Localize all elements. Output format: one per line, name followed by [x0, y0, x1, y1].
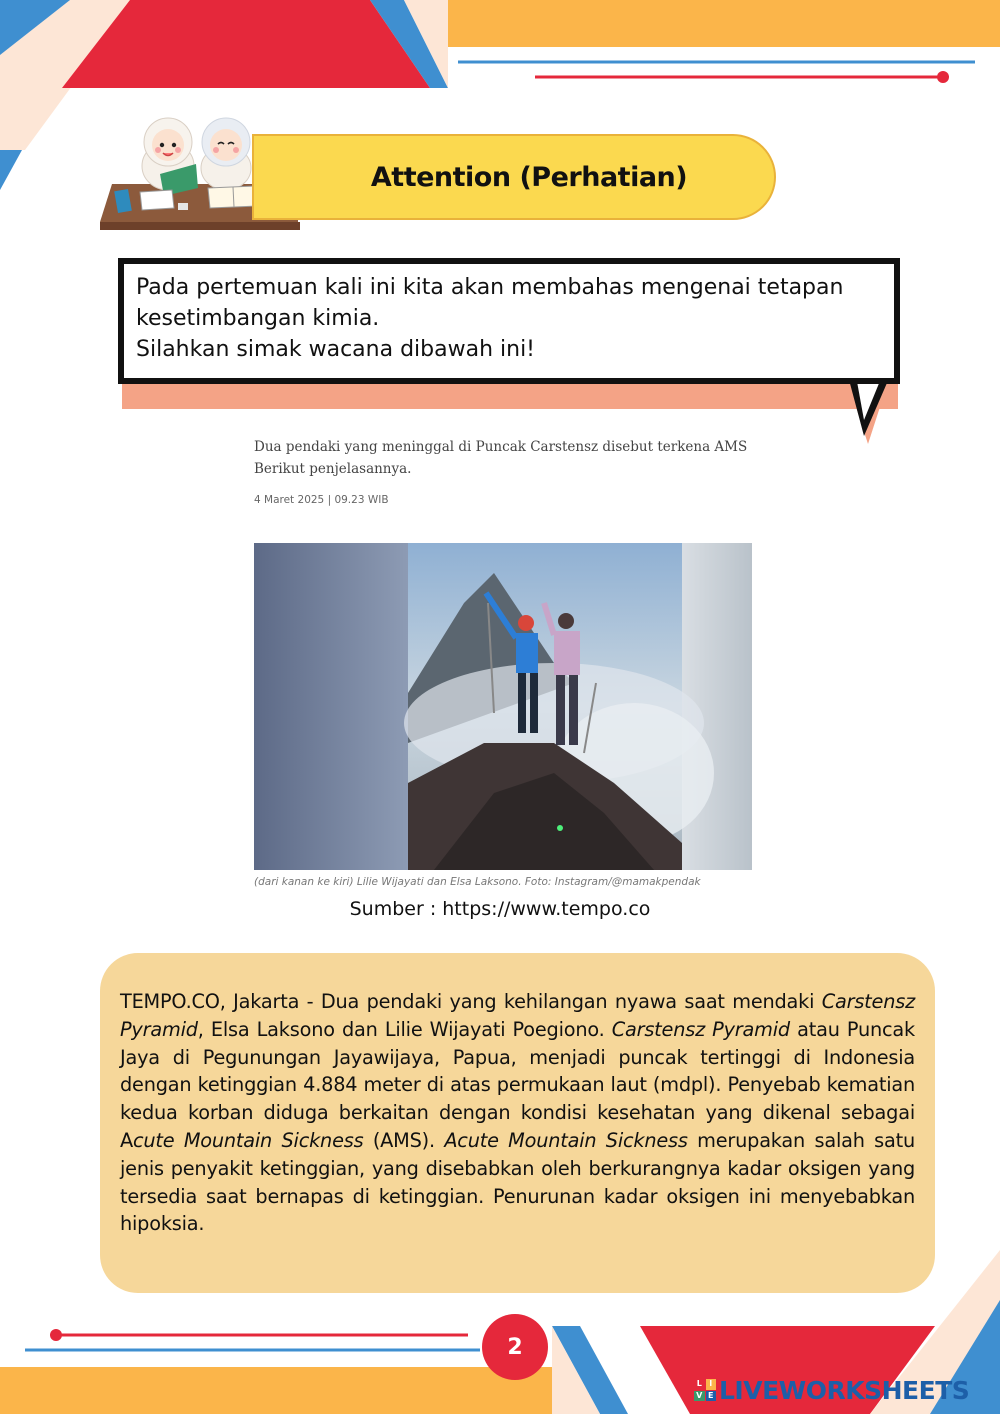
section-title-banner	[252, 134, 776, 220]
news-headline: Dua pendaki yang meninggal di Puncak Carstensz disebut terkena AMS Berikut penjelasannya.	[254, 439, 748, 477]
liveworksheets-brand[interactable]	[694, 1374, 969, 1406]
article-segment: , Elsa Laksono dan Lilie Wijayati Poegiono.	[197, 1017, 612, 1041]
top-orange-band	[440, 0, 1000, 47]
section-title: Attention (Perhatian)	[370, 161, 688, 193]
article-italic-term: Carstensz Pyramid	[120, 990, 915, 1041]
speech-bubble-tail	[838, 376, 898, 446]
photo-caption: (dari kanan ke kiri) Lilie Wijayati dan Elsa Laksono. Foto: Instagram/@mamakpendak	[254, 876, 701, 888]
article-segment: TEMPO.CO, Jakarta - Dua pendaki yang kehilangan nyawa saat mendaki	[120, 990, 822, 1013]
left-blue-corner	[0, 150, 22, 190]
intro-text-line-2: Silahkan simak wacana dibawah ini!	[136, 337, 535, 362]
top-red-dot	[937, 71, 949, 83]
news-photo	[254, 543, 752, 870]
article-italic-term: cute Mountain Sickness	[133, 1128, 364, 1152]
article-segment: merupakan salah satu jenis penyakit ketinggian, yang disebabkan oleh berkurangnya kadar oksigen yang tersedia saat bernapas di ketinggian. Penurunan kadar oksigen ini menyebabkan hipoksia.	[120, 1128, 915, 1236]
article-italic-term: Carstensz Pyramid	[611, 1017, 790, 1041]
article-segment: atau Puncak Jaya di Pegunungan Jayawijaya, Papua, menjadi puncak tertinggi di Indonesia dengan ketinggian 4.884 meter di atas permukaan laut (mdpl). Penyebab kematian kedua korban diduga berkaitan dengan kondisi kesehatan yang dikenal sebagai A	[120, 1017, 915, 1152]
page-number: 2	[482, 1314, 548, 1380]
news-date: 4 Maret 2025 | 09.23 WIB	[254, 494, 389, 506]
article-box	[100, 953, 935, 1293]
source-citation: Sumber : https://www.tempo.co	[349, 898, 651, 920]
article-segment: (AMS).	[363, 1128, 445, 1152]
bottom-red-dot	[50, 1329, 62, 1341]
brand-name: LIVEWORKSHEETS	[719, 1375, 970, 1405]
bottom-orange-band	[0, 1367, 560, 1414]
intro-text-line-1: Pada pertemuan kali ini kita akan membahas mengenai tetapan kesetimbangan kimia.	[136, 275, 844, 331]
article-italic-term: Acute Mountain Sickness	[444, 1128, 688, 1152]
article-text	[120, 988, 915, 1238]
intro-speech-bubble	[118, 258, 900, 384]
liveworksheets-logo-icon: L I V E	[694, 1379, 716, 1401]
